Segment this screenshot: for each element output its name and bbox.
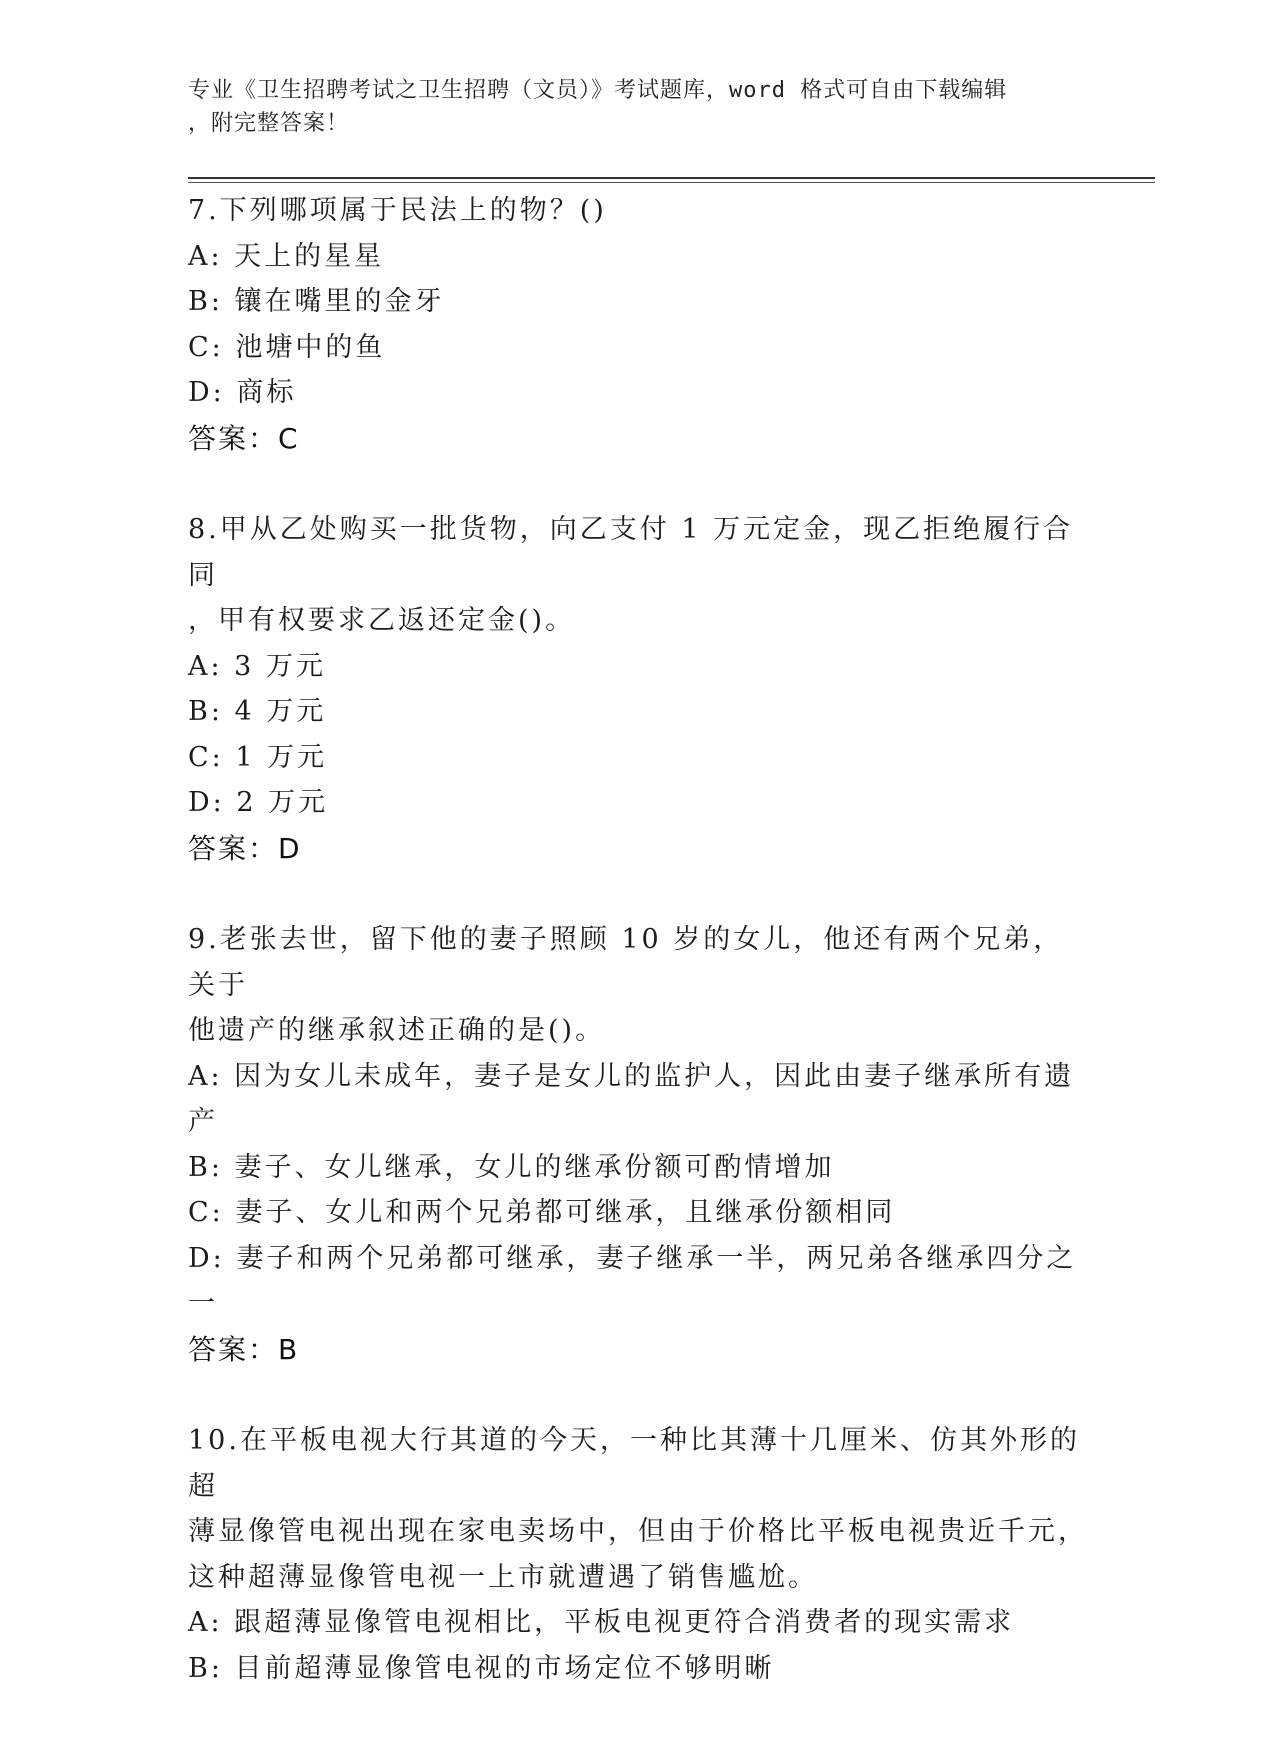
option-b: B: 目前超薄显像管电视的市场定位不够明晰 [188,1652,775,1684]
question-stem: 10.在平板电视大行其道的今天，一种比其薄十几厘米、仿其外形的超 [188,1425,1080,1502]
option-a: A: 3 万元 [188,650,326,682]
option-a: A: 因为女儿未成年，妻子是女儿的监护人，因此由妻子继承所有遗产 [188,1060,1075,1137]
option-b: B: 妻子、女儿继承，女儿的继承份额可酌情增加 [188,1151,835,1183]
header-line-1: 专业《卫生招聘考试之卫生招聘（文员）》考试题库，word 格式可自由下载编辑 [188,78,1008,103]
answer-line: 答案：D [188,831,302,865]
question-7 [188,188,1088,461]
question-10 [188,1418,1088,1691]
header-line-2: ，附完整答案！ [188,111,350,136]
option-c: C: 1 万元 [188,741,328,773]
header-divider-thin [188,182,1155,183]
option-b: B: 镶在嘴里的金牙 [188,286,445,317]
option-d: D: 商标 [188,377,297,408]
question-8 [188,507,1088,871]
option-c: C: 池塘中的鱼 [188,331,386,363]
question-9 [188,917,1088,1372]
option-a: A: 天上的星星 [188,240,385,272]
option-c: C: 妻子、女儿和两个兄弟都可继承，且继承份额相同 [188,1197,896,1228]
page-header [188,74,1068,140]
question-stem-continued: 这种超薄显像管电视一上市就遭遇了销售尴尬。 [188,1561,818,1593]
option-b: B: 4 万元 [188,696,327,727]
question-list [188,188,1088,1737]
question-stem: 8.甲从乙处购买一批货物，向乙支付 1 万元定金，现乙拒绝履行合同 [188,514,1074,591]
header-divider-thick [188,177,1155,179]
question-stem: 9.老张去世，留下他的妻子照顾 10 岁的女儿，他还有两个兄弟，关于 [188,924,1064,1001]
question-stem: 7.下列哪项属于民法上的物？() [188,195,607,226]
question-stem-continued: ，甲有权要求乙返还定金()。 [188,605,576,636]
question-stem-continued: 薄显像管电视出现在家电卖场中，但由于价格比平板电视贵近千元， [188,1516,1088,1547]
option-d: D: 妻子和两个兄弟都可继承，妻子继承一半，两兄弟各继承四分之一 [188,1242,1077,1319]
option-a: A: 跟超薄显像管电视相比，平板电视更符合消费者的现实需求 [188,1607,1015,1638]
answer-line: 答案：B [188,1332,300,1366]
question-stem-continued: 他遗产的继承叙述正确的是()。 [188,1015,606,1046]
option-d: D: 2 万元 [188,787,329,818]
answer-line: 答案：C [188,421,300,455]
